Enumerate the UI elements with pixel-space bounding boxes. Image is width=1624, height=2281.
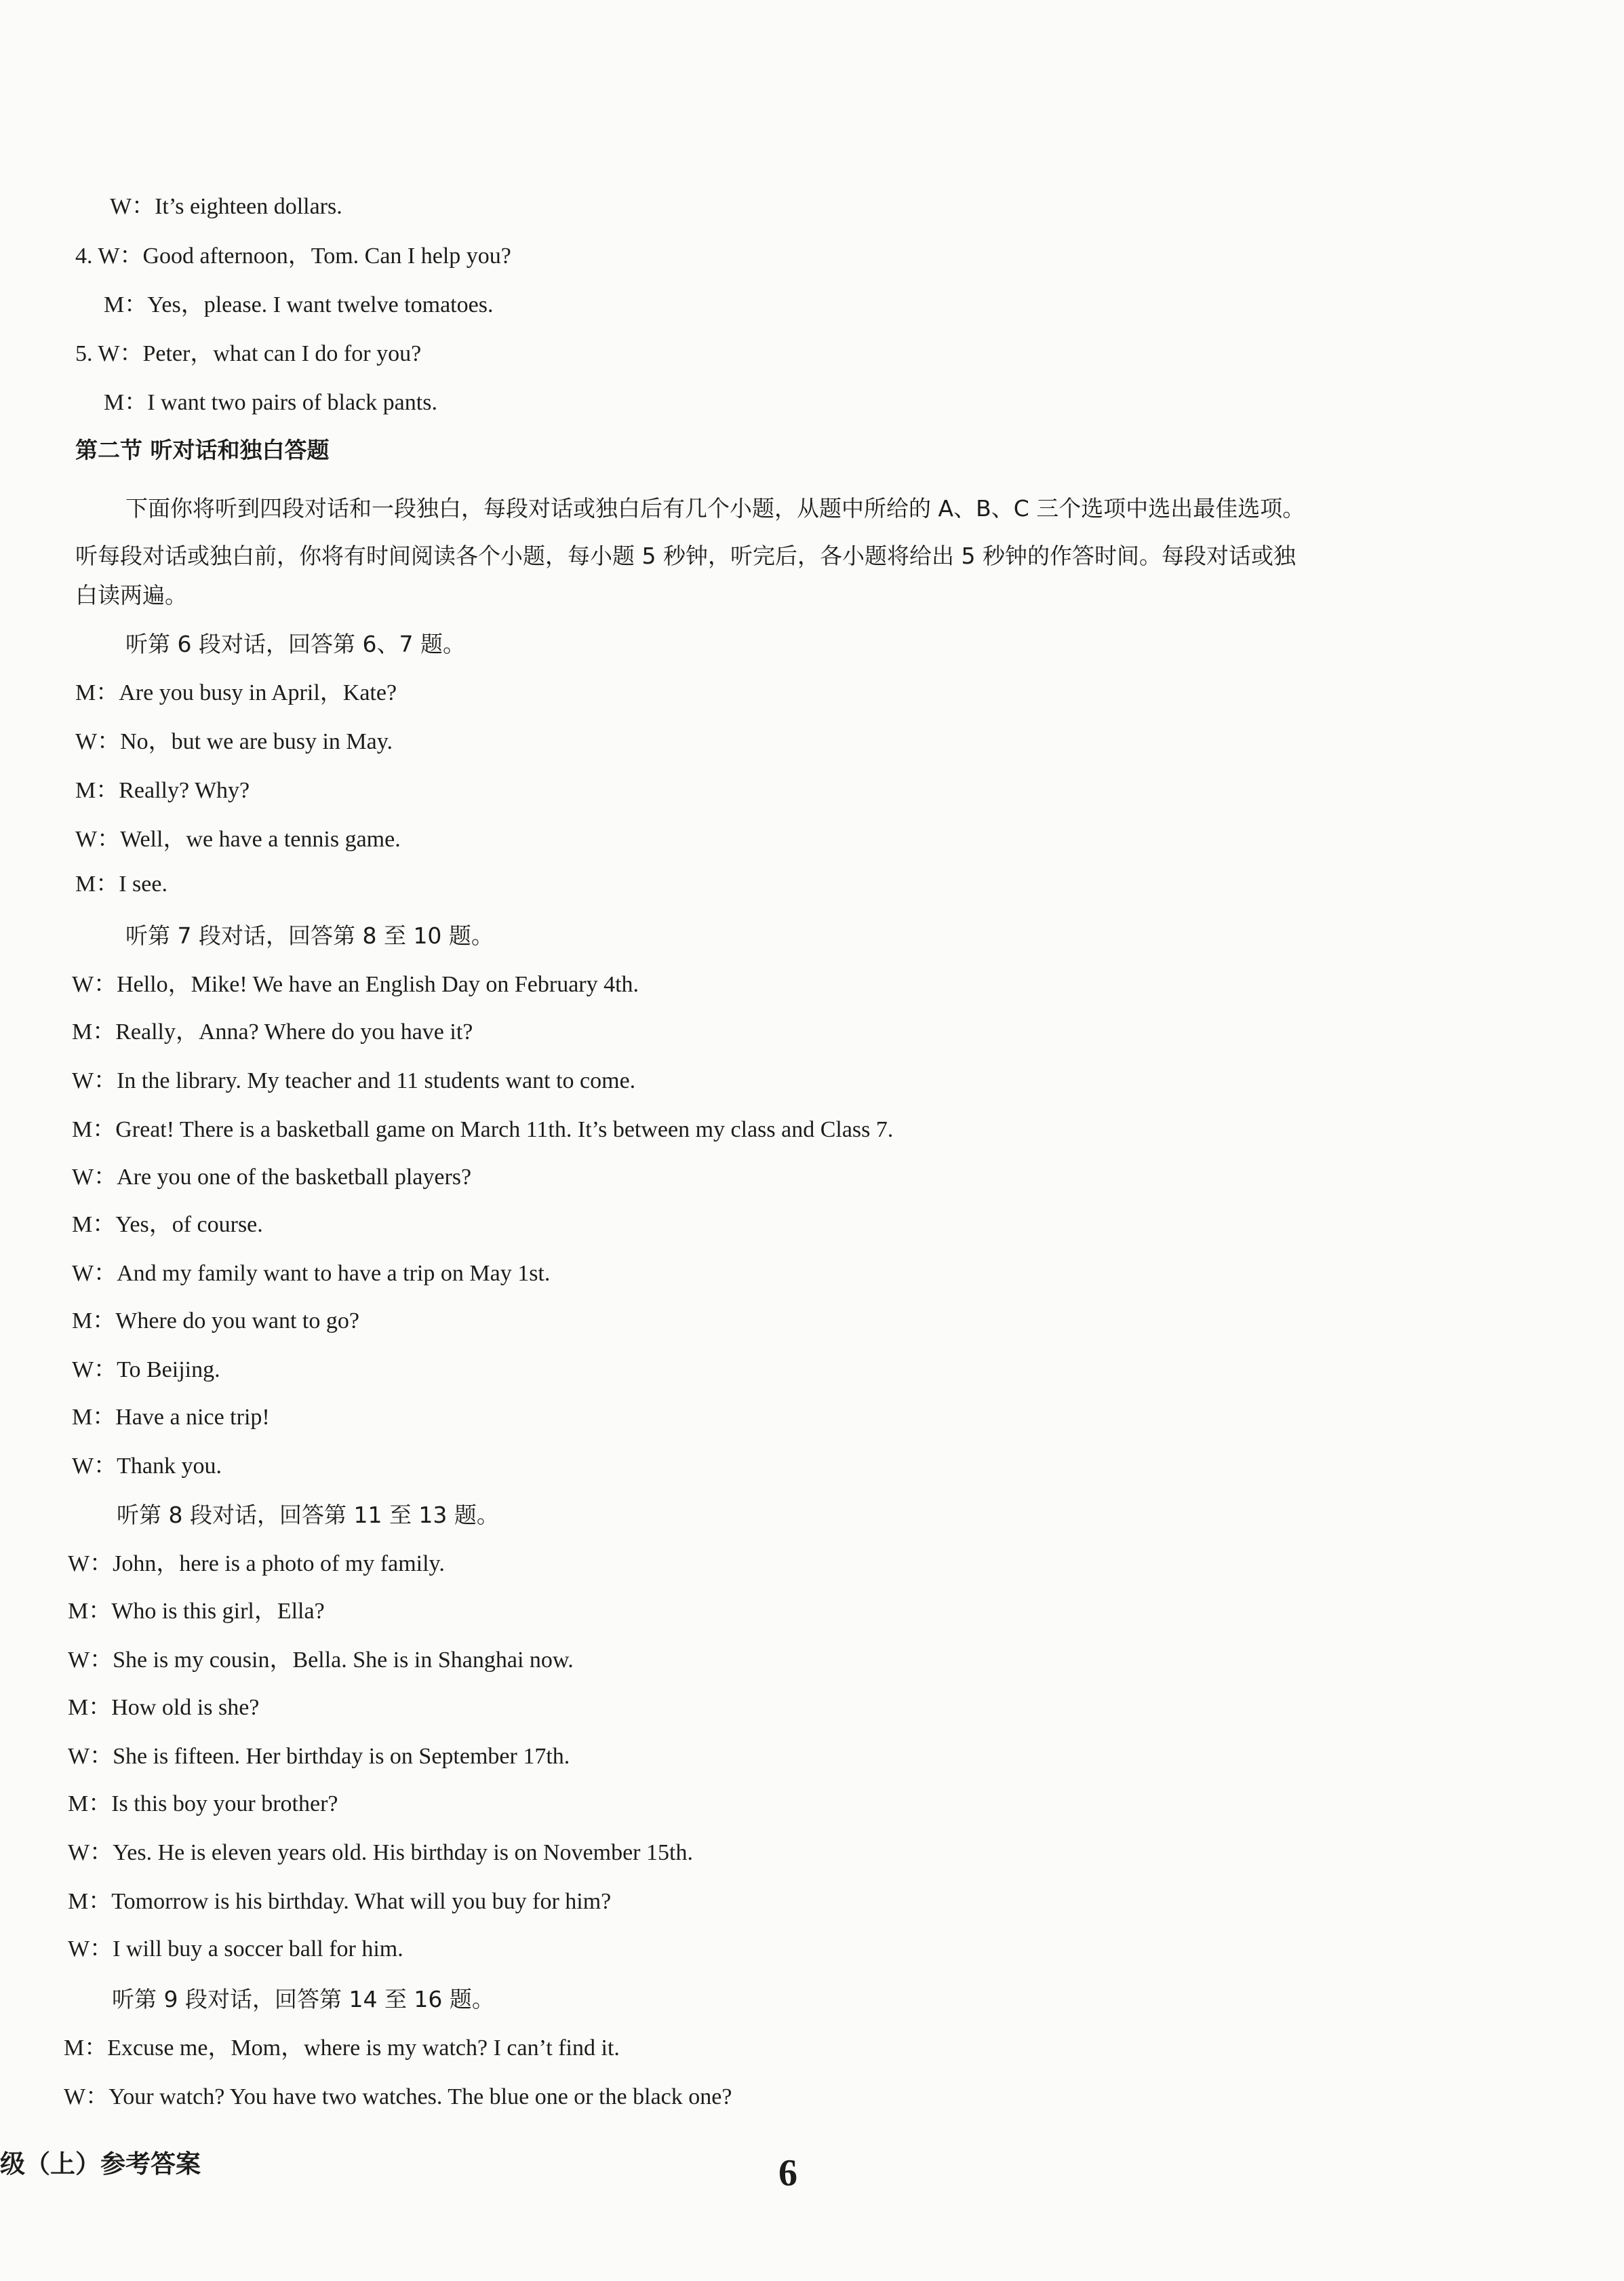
- instruction-text: 白读两遍。: [75, 582, 187, 608]
- dialogue-heading: 听第 7 段对话，回答第 8 至 10 题。: [125, 922, 494, 949]
- footer-label: 级（上）参考答案: [0, 2149, 201, 2179]
- dialogue-line: M：I see.: [75, 872, 167, 897]
- dialogue-heading: 听第 9 段对话，回答第 14 至 16 题。: [112, 1986, 494, 2012]
- dialogue-line: M：Yes，of course.: [72, 1212, 263, 1237]
- dialogue-line: M：Who is this girl，Ella?: [68, 1599, 325, 1624]
- dialogue-line: W：Are you one of the basketball players?: [72, 1165, 472, 1190]
- dialogue-line: M：Where do you want to go?: [72, 1308, 359, 1333]
- dialogue-line: M：Have a nice trip!: [72, 1405, 270, 1430]
- dialogue-line: M：Tomorrow is his birthday. What will you buy for him?: [68, 1889, 612, 1914]
- dialogue-line: M：I want two pairs of black pants.: [104, 390, 437, 415]
- dialogue-line: M：Yes，please. I want twelve tomatoes.: [104, 292, 494, 317]
- dialogue-line: W：I will buy a soccer ball for him.: [68, 1936, 403, 1962]
- dialogue-line: W：To Beijing.: [72, 1357, 220, 1382]
- dialogue-line: W：Hello，Mike! We have an English Day on February 4th.: [72, 972, 639, 997]
- dialogue-line: 5. W：Peter，what can I do for you?: [75, 341, 422, 366]
- dialogue-line: M：Are you busy in April，Kate?: [75, 680, 397, 705]
- dialogue-line: M：How old is she?: [68, 1695, 260, 1720]
- dialogue-line: W：Well，we have a tennis game.: [75, 827, 401, 852]
- dialogue-line: M：Is this boy your brother?: [68, 1791, 338, 1816]
- dialogue-line: W：Thank you.: [72, 1454, 222, 1479]
- dialogue-line: W：Your watch? You have two watches. The blue one or the black one?: [64, 2084, 732, 2109]
- dialogue-line: M：Great! There is a basketball game on March 11th. It’s between my class and Class 7.: [72, 1117, 894, 1142]
- dialogue-heading: 听第 8 段对话，回答第 11 至 13 题。: [117, 1502, 499, 1528]
- page-number: 6: [778, 2152, 797, 2194]
- dialogue-line: M：Really，Anna? Where do you have it?: [72, 1019, 473, 1045]
- dialogue-line: W：No，but we are busy in May.: [75, 729, 393, 754]
- dialogue-line: M：Excuse me，Mom，where is my watch? I can’t find it.: [64, 2035, 620, 2061]
- instruction-text: 听每段对话或独白前，你将有时间阅读各个小题，每小题 5 秒钟，听完后，各小题将给出 5 秒钟的作答时间。每段对话或独: [75, 543, 1296, 569]
- dialogue-line: W：John，here is a photo of my family.: [68, 1551, 445, 1576]
- dialogue-heading: 听第 6 段对话，回答第 6、7 题。: [125, 631, 465, 657]
- dialogue-line: 4. W：Good afternoon，Tom. Can I help you?: [75, 243, 511, 269]
- dialogue-line: W：Yes. He is eleven years old. His birthday is on November 15th.: [68, 1840, 693, 1865]
- instruction-text: 下面你将听到四段对话和一段独白，每段对话或独白后有几个小题，从题中所给的 A、B、C 三个选项中选出最佳选项。: [125, 495, 1305, 522]
- dialogue-line: M：Really? Why?: [75, 778, 250, 803]
- section-heading: 第二节 听对话和独白答题: [75, 437, 330, 463]
- dialogue-line: W：In the library. My teacher and 11 students want to come.: [72, 1068, 636, 1093]
- dialogue-line: W：She is fifteen. Her birthday is on September 17th.: [68, 1744, 570, 1769]
- dialogue-line: W：It’s eighteen dollars.: [110, 194, 342, 219]
- dialogue-line: W：She is my cousin，Bella. She is in Shanghai now.: [68, 1648, 574, 1673]
- dialogue-line: W：And my family want to have a trip on May 1st.: [72, 1261, 551, 1286]
